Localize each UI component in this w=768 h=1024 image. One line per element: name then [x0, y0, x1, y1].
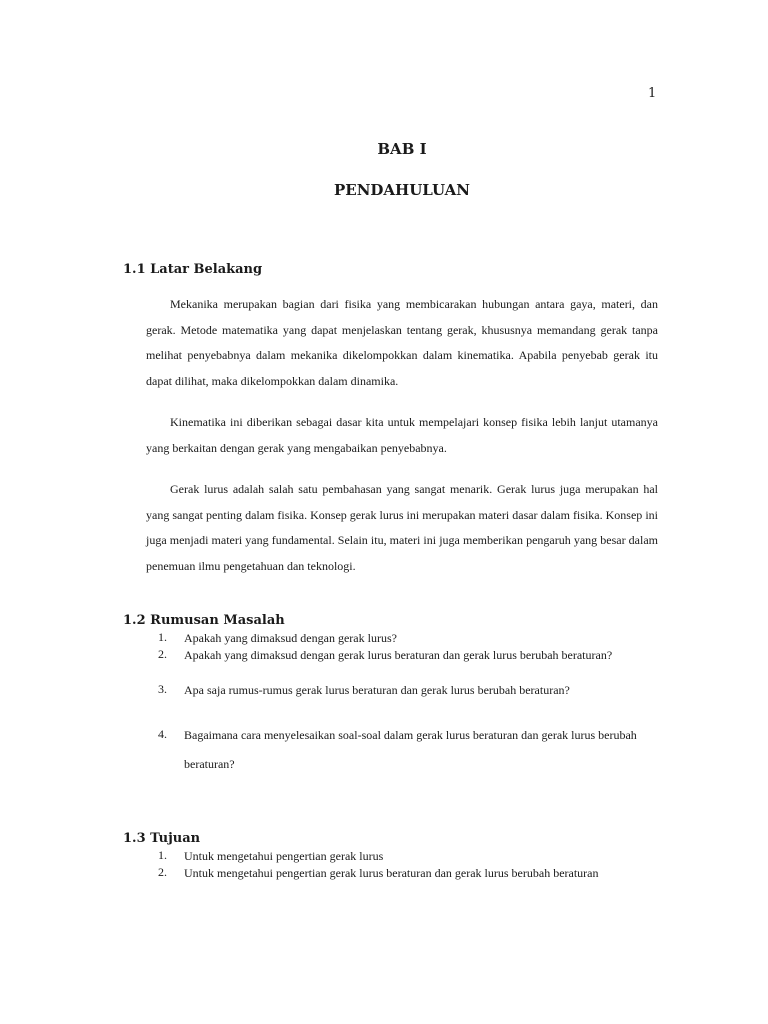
paragraph: Gerak lurus adalah salah satu pembahasan yang sangat menarik. Gerak lurus juga merupakan hal yang sangat penting dalam fisika. Konsep gerak lurus ini merupakan materi dasar dalam fisika. Konsep ini juga menjadi materi yang fundamental. Selain itu, materi ini juga memberikan pengaruh yang besar dalam penemuan ilmu pengetahuan dan teknologi.: [146, 482, 658, 573]
list-item: [146, 859, 658, 904]
section-heading-latar-belakang: 1.1 Latar Belakang: [123, 262, 263, 277]
list-text: Apakah yang dimaksud dengan gerak lurus beraturan dan gerak lurus berubah beraturan?: [184, 648, 613, 662]
list-text: Apakah yang dimaksud dengan gerak lurus?: [184, 631, 397, 645]
list-text: Bagaimana cara menyelesaikan soal-soal dalam gerak lurus beraturan dan gerak lurus berubah beraturan?: [184, 728, 637, 771]
section-heading-rumusan-masalah: 1.2 Rumusan Masalah: [123, 613, 285, 628]
list-number: 2.: [158, 865, 167, 879]
section-heading-tujuan: 1.3 Tujuan: [123, 831, 201, 846]
paragraph: Mekanika merupakan bagian dari fisika yang membicarakan hubungan antara gaya, materi, dan gerak. Metode matematika yang dapat menjelaskan tentang gerak, khususnya memandang gerak tanpa melihat penyebabnya dalam mekanika dikelompokkan dalam kinematika. Apabila penyebab gerak itu dapat dilihat, maka dikelompokkan dalam dinamika.: [146, 297, 658, 388]
list-number: 1.: [158, 630, 167, 644]
rumusan-masalah-list: [146, 630, 658, 771]
list-number: 1.: [158, 848, 167, 862]
list-item: [146, 641, 658, 678]
list-number: 2.: [158, 647, 167, 661]
list-item: [146, 721, 658, 771]
paragraph: Kinematika ini diberikan sebagai dasar kita untuk mempelajari konsep fisika lebih lanjut utamanya yang berkaitan dengan gerak yang mengabaikan penyebabnya.: [146, 415, 658, 455]
list-text: Apa saja rumus-rumus gerak lurus beraturan dan gerak lurus berubah beraturan?: [184, 683, 570, 697]
list-text: Untuk mengetahui pengertian gerak lurus beraturan dan gerak lurus berubah beraturan: [184, 866, 599, 880]
list-number: 3.: [158, 682, 167, 696]
chapter-title: BAB I: [377, 140, 427, 158]
list-number: 4.: [158, 727, 167, 741]
list-item: [146, 676, 658, 713]
list-text: Untuk mengetahui pengertian gerak lurus: [184, 849, 384, 863]
page-number: 1: [648, 86, 657, 101]
tujuan-list: [146, 848, 658, 904]
chapter-subtitle: PENDAHULUAN: [333, 181, 471, 199]
